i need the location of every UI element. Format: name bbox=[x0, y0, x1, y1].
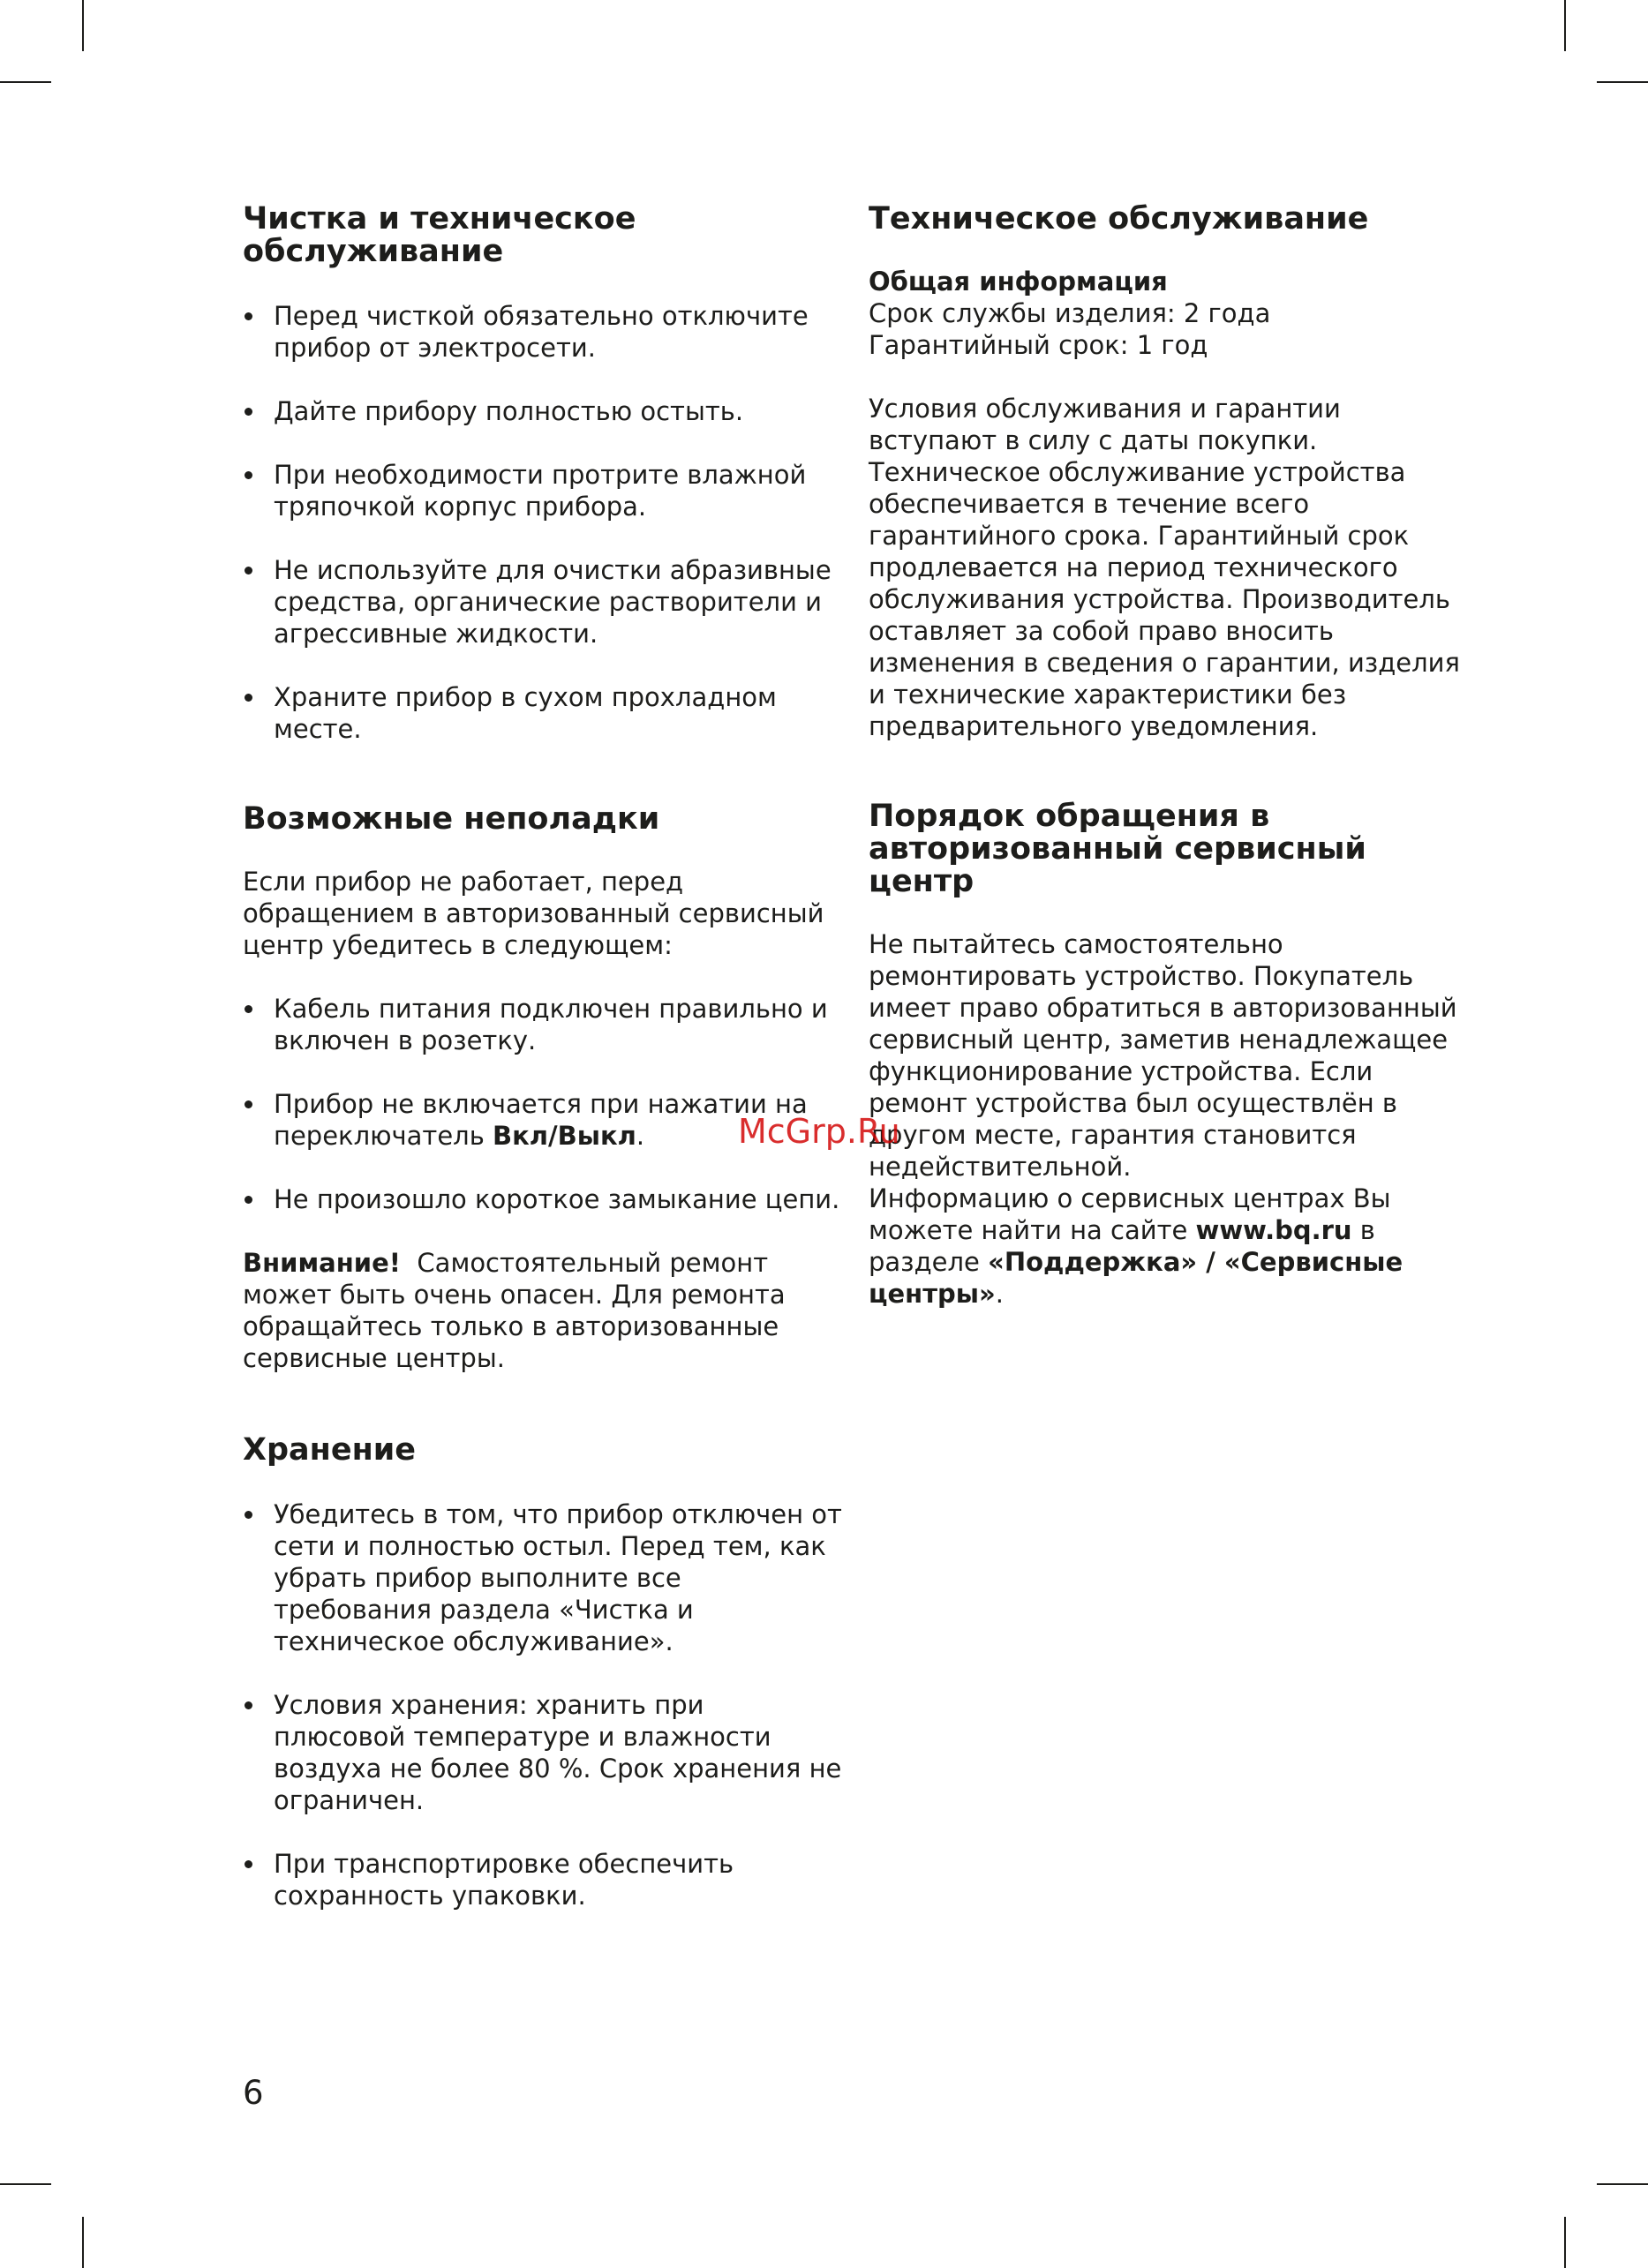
crop-mark bbox=[1564, 0, 1566, 51]
service-section bbox=[869, 800, 1469, 1310]
service-info-end: . bbox=[995, 1279, 1004, 1309]
service-info bbox=[869, 1183, 1469, 1310]
warning-label: Внимание! bbox=[243, 1248, 401, 1278]
list-item: Не используйте для очистки абразивные средства, органические растворители и агрессивные жидкости. bbox=[243, 554, 843, 650]
warning-note bbox=[243, 1247, 843, 1374]
service-info-prefix: Информацию о сервисных центрах Вы можете найти на сайте bbox=[869, 1183, 1391, 1245]
troubles-heading: Возможные неполадки bbox=[243, 801, 660, 837]
storage-heading: Хранение bbox=[243, 1432, 417, 1468]
watermark: McGrp.Ru bbox=[738, 1112, 900, 1151]
site-link[interactable]: www.bq.ru bbox=[1195, 1215, 1352, 1245]
list-item: Дайте прибору полностью остыть. bbox=[243, 395, 843, 427]
general-info-subheading: Общая информация bbox=[869, 267, 1168, 297]
crop-mark bbox=[1597, 2183, 1648, 2185]
list-item: Храните прибор в сухом прохладном месте. bbox=[243, 681, 843, 745]
service-heading: Порядок обращения в авторизованный сервисный центр bbox=[869, 799, 1366, 899]
list-item: Условия хранения: хранить при плюсовой температуре и влажности воздуха не более 80 %. Срок хранения не ограничен. bbox=[243, 1689, 843, 1816]
page-number: 6 bbox=[243, 2074, 264, 2112]
service-info-mid: в разделе bbox=[869, 1215, 1375, 1277]
maintenance-heading: Техническое обслуживание bbox=[869, 201, 1369, 237]
cleaning-list bbox=[243, 300, 843, 745]
troubles-section bbox=[243, 803, 843, 1374]
switch-label: Вкл/Выкл bbox=[493, 1121, 636, 1151]
warning-text: Самостоятельный ремонт может быть очень опасен. Для ремонта обращайтесь только в авторизованные сервисные центры. bbox=[243, 1248, 786, 1373]
warranty-period: Гарантийный срок: 1 год bbox=[869, 330, 1208, 360]
crop-mark bbox=[0, 2183, 51, 2185]
troubles-list bbox=[243, 993, 843, 1215]
storage-list bbox=[243, 1498, 843, 1911]
list-item: При транспортировке обеспечить сохранность упаковки. bbox=[243, 1848, 843, 1911]
list-item: Не произошло короткое замыкание цепи. bbox=[243, 1183, 843, 1215]
cleaning-section bbox=[243, 203, 843, 745]
list-item-text: Прибор не включается при нажатии на переключатель bbox=[274, 1089, 808, 1151]
crop-mark bbox=[1597, 81, 1648, 83]
right-column bbox=[869, 203, 1469, 1310]
list-item: Кабель питания подключен правильно и включен в розетку. bbox=[243, 993, 843, 1056]
crop-mark bbox=[82, 2217, 84, 2268]
maintenance-section bbox=[869, 203, 1469, 742]
maintenance-body: Условия обслуживания и гарантии вступают в силу с даты покупки. Техническое обслуживание устройства обеспечивается в течение всего гарантийного срока. Гарантийный срок продлевается на период технического обслуживания устройства. Производитель оставляет за собой право вносить изменения в сведения о гарантии, изделия и технические характеристики без предварительного уведомления. bbox=[869, 394, 1460, 741]
service-life: Срок службы изделия: 2 года bbox=[869, 298, 1271, 328]
cleaning-heading: Чистка и техническое обслуживание bbox=[243, 201, 636, 269]
service-body: Не пытайтесь самостоятельно ремонтировать устройство. Покупатель имеет право обратиться в авторизованный сервисный центр, заметив ненадлежащее функционирование устройства. Если ремонт устройства был осуществлён в другом месте, гарантия становится недействительной. bbox=[869, 929, 1457, 1182]
troubles-intro: Если прибор не работает, перед обращением в авторизованный сервисный центр убедитесь в следующем: bbox=[243, 867, 824, 960]
crop-mark bbox=[82, 0, 84, 51]
switch-suffix: . bbox=[636, 1121, 645, 1151]
list-item: Перед чисткой обязательно отключите прибор от электросети. bbox=[243, 300, 843, 364]
list-item: При необходимости протрите влажной тряпочкой корпус прибора. bbox=[243, 459, 843, 522]
crop-mark bbox=[1564, 2217, 1566, 2268]
storage-section bbox=[243, 1434, 843, 1911]
list-item: Убедитесь в том, что прибор отключен от сети и полностью остыл. Перед тем, как убрать прибор выполните все требования раздела «Чистка и техническое обслуживание». bbox=[243, 1498, 843, 1657]
crop-mark bbox=[0, 81, 51, 83]
left-column bbox=[243, 203, 843, 1911]
support-section-name: «Поддержка» / «Сервисные центры» bbox=[869, 1247, 1403, 1309]
